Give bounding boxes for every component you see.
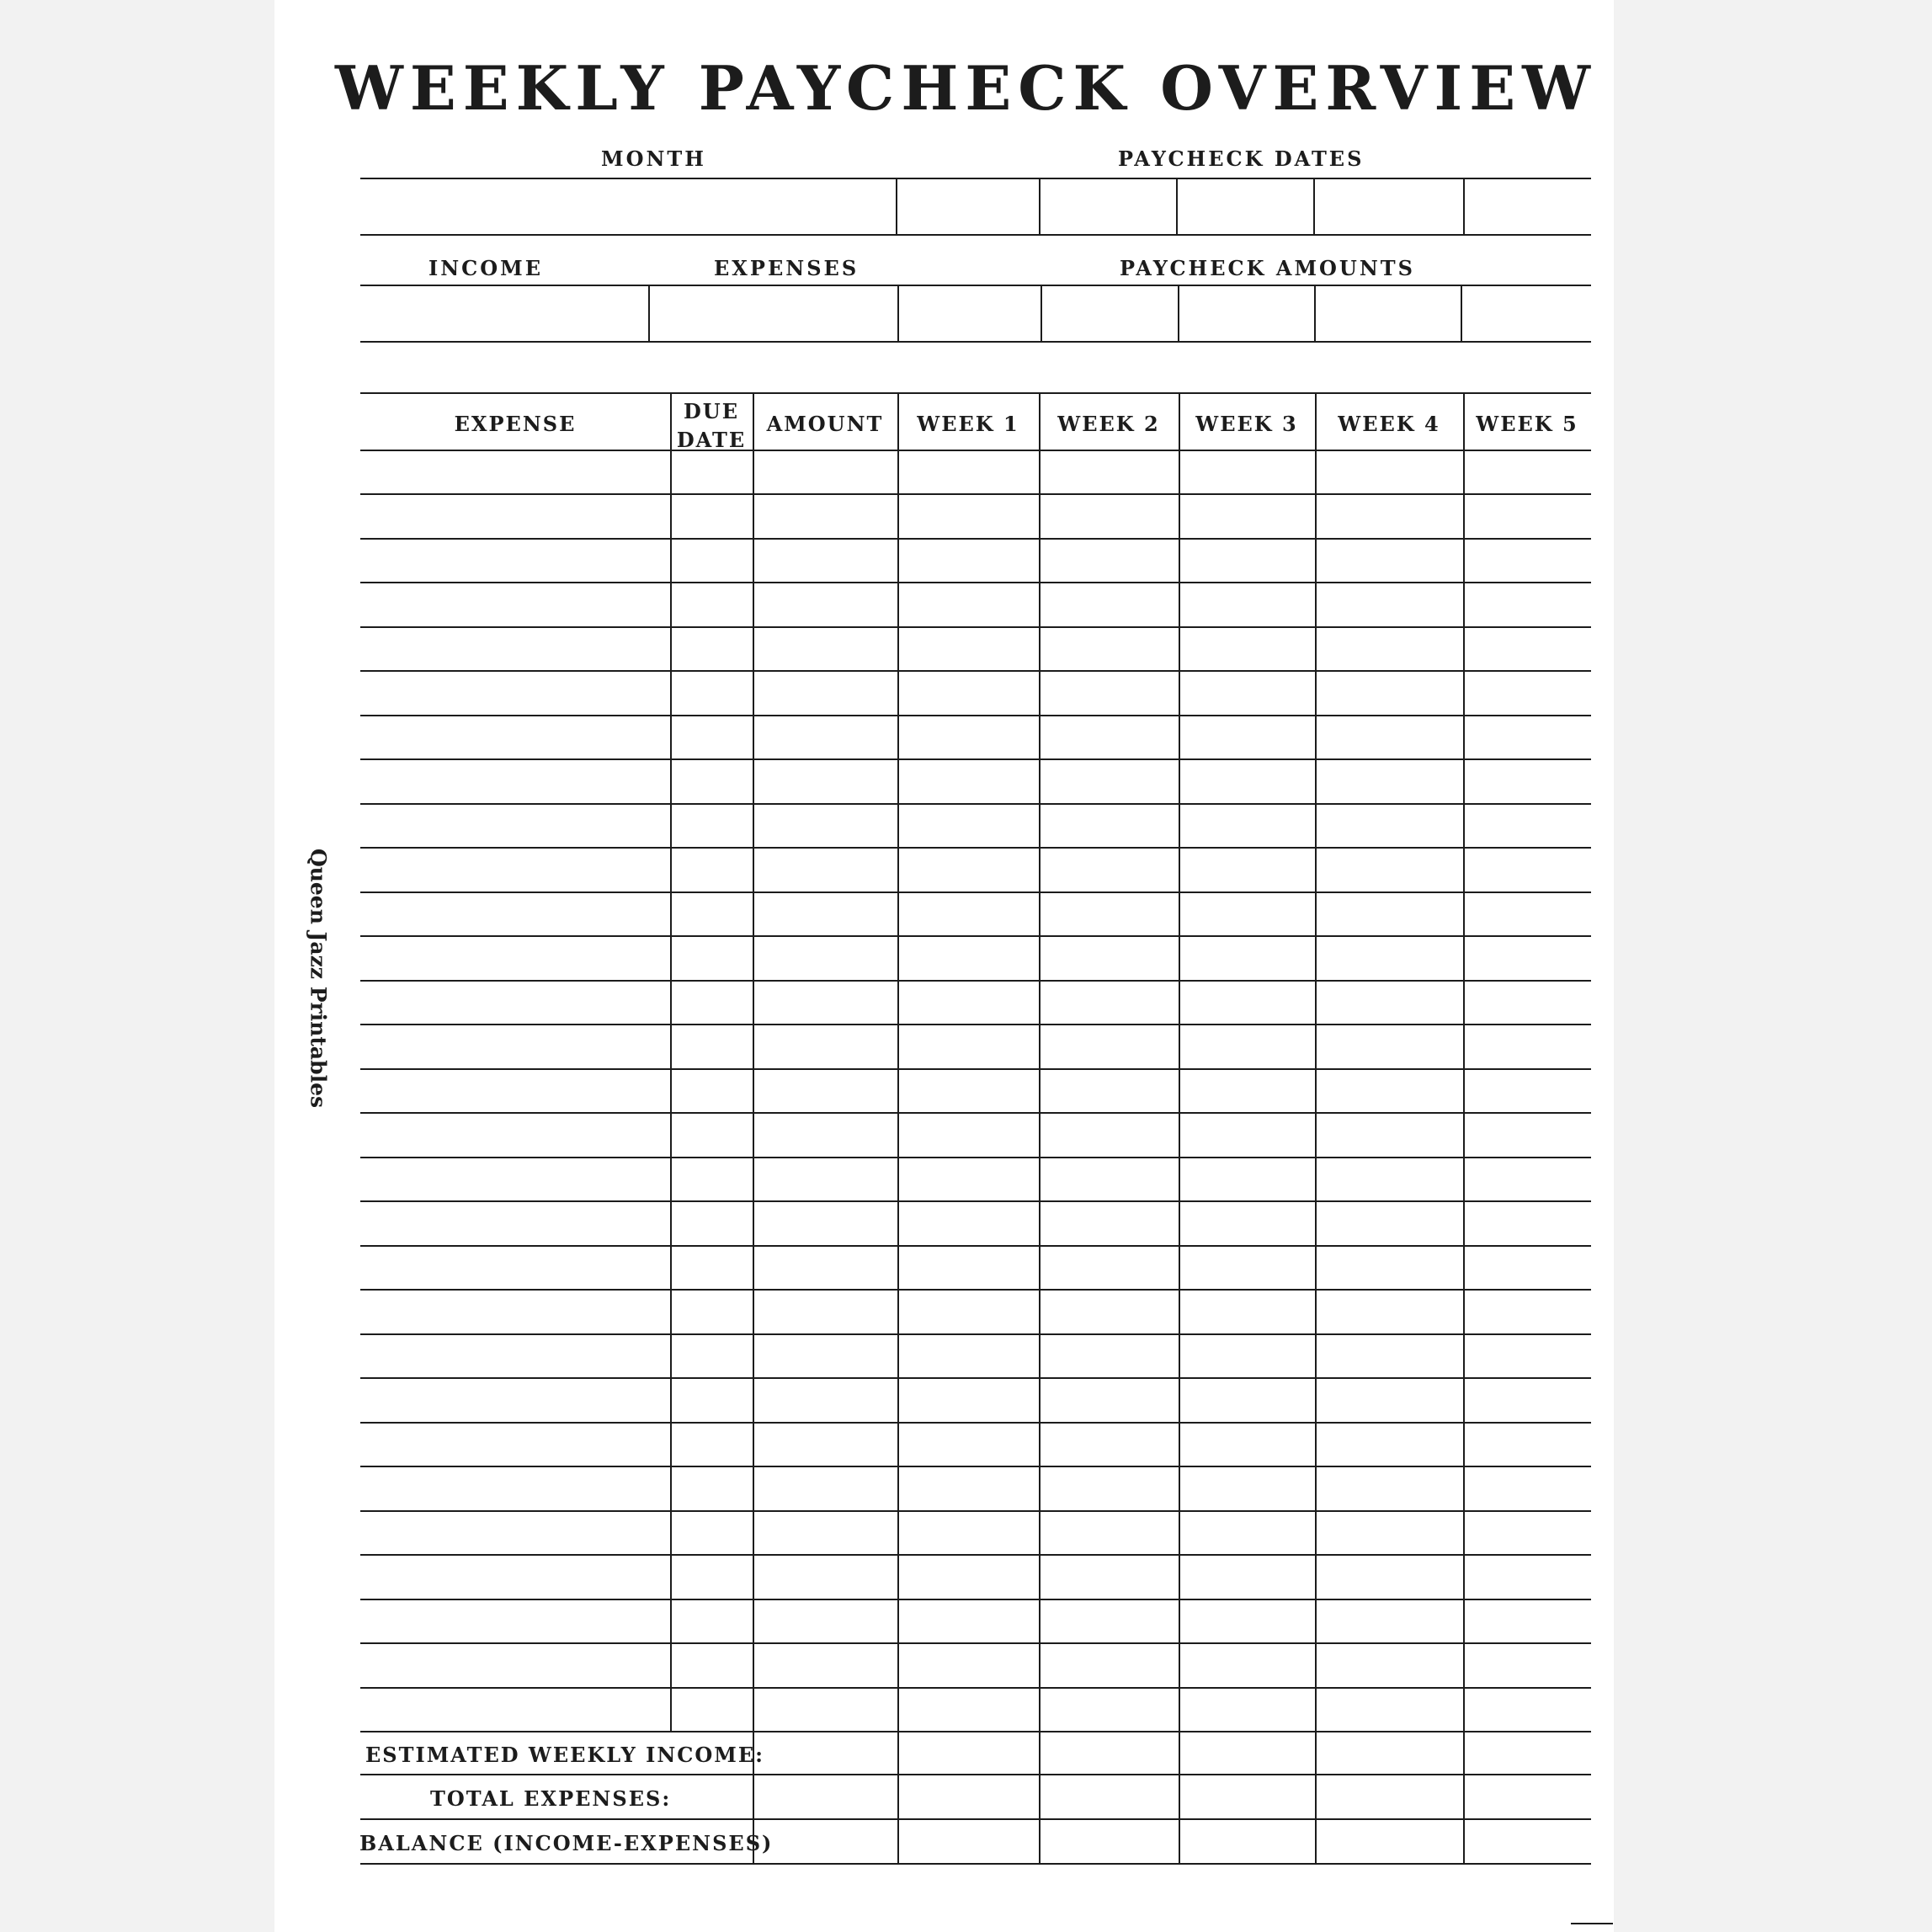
due-date-line-2: DATE — [676, 428, 747, 452]
table-row[interactable] — [360, 583, 1591, 625]
column-divider-amount — [753, 393, 754, 1863]
column-header-amount: AMOUNT — [766, 412, 884, 436]
column-header-due-date — [670, 397, 753, 455]
total-expenses-label: TOTAL EXPENSES: — [430, 1786, 672, 1811]
paycheck-amount-field-2[interactable] — [1042, 285, 1178, 341]
column-header-week-3: WEEK 3 — [1195, 412, 1298, 436]
column-divider-week-2 — [1039, 393, 1041, 1863]
income-label: INCOME — [428, 256, 544, 280]
column-divider-week-4 — [1315, 393, 1317, 1863]
table-row-line — [360, 1731, 1591, 1732]
month-field[interactable] — [360, 178, 896, 234]
table-row[interactable] — [360, 1025, 1591, 1067]
column-header-week-1: WEEK 1 — [917, 412, 1019, 436]
column-divider-week-5 — [1463, 393, 1465, 1863]
column-divider-due-date — [670, 393, 672, 1731]
income-row-bottom-line — [360, 341, 1591, 343]
table-row[interactable] — [360, 1688, 1591, 1731]
paycheck-date-field-4[interactable] — [1315, 178, 1463, 234]
paycheck-amounts-label: PAYCHECK AMOUNTS — [1120, 256, 1415, 280]
table-row[interactable] — [360, 936, 1591, 979]
paycheck-dates-label: PAYCHECK DATES — [1118, 146, 1365, 171]
table-row[interactable] — [360, 1158, 1591, 1200]
table-row[interactable] — [360, 1378, 1591, 1421]
expenses-label: EXPENSES — [714, 256, 860, 280]
table-row[interactable] — [360, 1599, 1591, 1642]
table-row[interactable] — [360, 494, 1591, 537]
paycheck-amount-field-5[interactable] — [1462, 285, 1591, 341]
column-header-week-5: WEEK 5 — [1476, 412, 1578, 436]
paycheck-date-field-5[interactable] — [1465, 178, 1591, 234]
month-label: MONTH — [601, 146, 706, 171]
table-row[interactable] — [360, 1113, 1591, 1156]
paycheck-date-field-2[interactable] — [1041, 178, 1176, 234]
table-row[interactable] — [360, 450, 1591, 493]
summary-row-line — [360, 1818, 1591, 1820]
table-top-line — [360, 392, 1591, 394]
paycheck-date-field-3[interactable] — [1178, 178, 1313, 234]
table-row[interactable] — [360, 892, 1591, 935]
table-row[interactable] — [360, 1246, 1591, 1289]
table-row[interactable] — [360, 1290, 1591, 1333]
table-row[interactable] — [360, 1466, 1591, 1509]
table-row[interactable] — [360, 1555, 1591, 1598]
table-row[interactable] — [360, 1423, 1591, 1466]
table-row[interactable] — [360, 1511, 1591, 1554]
column-divider-week-3 — [1179, 393, 1180, 1863]
page-title: WEEKLY PAYCHECK OVERVIEW — [335, 52, 1597, 124]
table-row[interactable] — [360, 981, 1591, 1024]
estimated-weekly-income-label: ESTIMATED WEEKLY INCOME: — [365, 1743, 765, 1767]
paycheck-amount-field-3[interactable] — [1179, 285, 1314, 341]
table-row[interactable] — [360, 716, 1591, 758]
summary-row-line — [360, 1863, 1591, 1865]
column-header-expense: EXPENSE — [454, 412, 577, 436]
column-header-week-2: WEEK 2 — [1057, 412, 1160, 436]
table-row[interactable] — [360, 804, 1591, 847]
column-header-week-4: WEEK 4 — [1338, 412, 1440, 436]
paycheck-date-field-1[interactable] — [897, 178, 1039, 234]
table-row[interactable] — [360, 539, 1591, 582]
summary-row-line — [360, 1774, 1591, 1775]
column-divider-week-1 — [897, 393, 899, 1863]
paycheck-amount-field-1[interactable] — [899, 285, 1041, 341]
income-field[interactable] — [360, 285, 648, 341]
table-row[interactable] — [360, 759, 1591, 802]
table-row[interactable] — [360, 1334, 1591, 1377]
due-date-line-1: DUE — [683, 399, 740, 423]
table-row[interactable] — [360, 1201, 1591, 1244]
month-row-bottom-line — [360, 234, 1591, 236]
corner-dash-mark — [1571, 1923, 1613, 1924]
table-row[interactable] — [360, 1069, 1591, 1112]
table-row[interactable] — [360, 848, 1591, 891]
balance-label: BALANCE (INCOME-EXPENSES) — [359, 1831, 774, 1855]
table-row[interactable] — [360, 627, 1591, 670]
table-row[interactable] — [360, 1643, 1591, 1686]
expenses-field[interactable] — [650, 285, 897, 341]
brand-side-text: Queen Jazz Printables — [306, 848, 331, 1109]
table-row[interactable] — [360, 671, 1591, 714]
paycheck-amount-field-4[interactable] — [1316, 285, 1461, 341]
